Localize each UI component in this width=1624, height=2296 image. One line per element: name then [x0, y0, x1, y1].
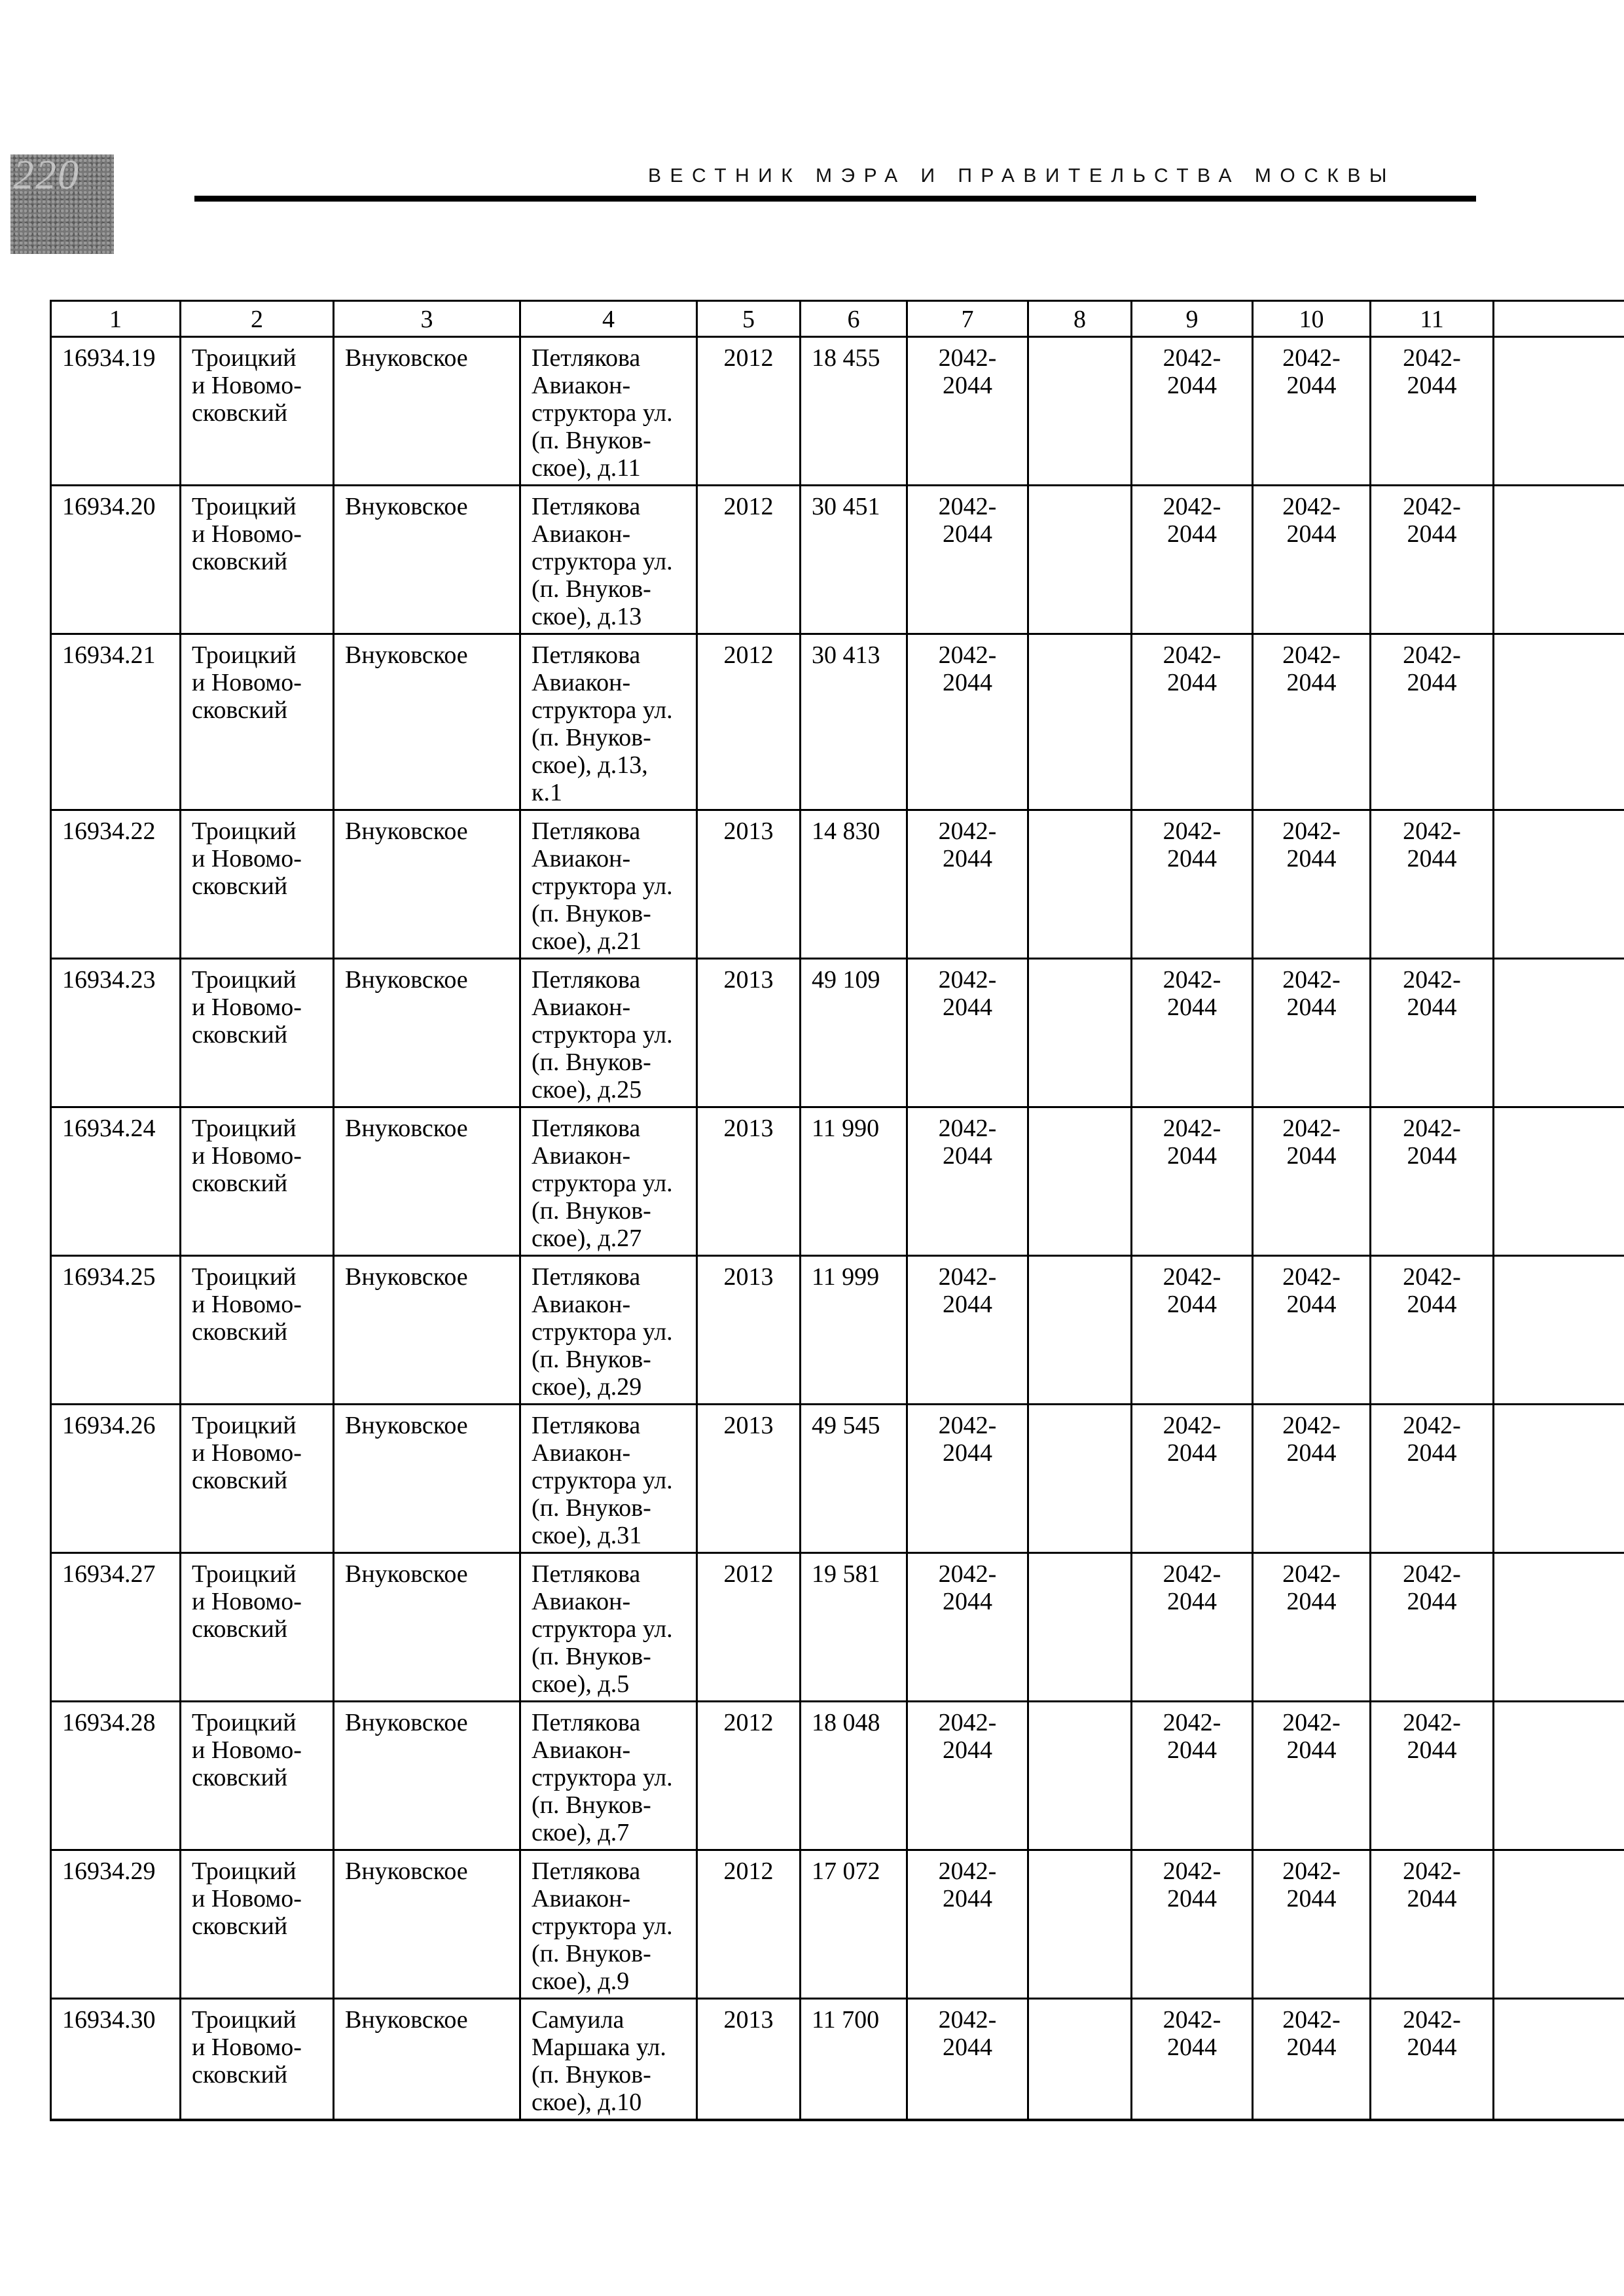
address-cell-text: Петлякова Авиакон- структора ул. (п. Внуков- ское), д.29 [532, 1263, 673, 1401]
period-cell-text: 2042- 2044 [1403, 966, 1461, 1021]
period-cell [1253, 1702, 1371, 1850]
area-cell [801, 1107, 907, 1256]
record-id-cell [51, 959, 181, 1107]
period-cell-text: 2042- 2044 [1163, 1709, 1221, 1764]
column-number: 1 [51, 301, 181, 337]
district-cell-text: Троицкий и Новомо- сковский [192, 344, 302, 427]
settlement-cell-text: Внуковское [345, 493, 468, 520]
period-cell-text: 2042- 2044 [1163, 493, 1221, 548]
table-row [51, 634, 1624, 810]
period-cell-text: 2042- 2044 [938, 1709, 997, 1764]
settlement-cell [334, 1256, 520, 1405]
period-cell [1371, 1107, 1494, 1256]
record-id-cell [51, 1256, 181, 1405]
settlement-cell [334, 486, 520, 634]
period-cell [1132, 1256, 1253, 1405]
record-id-cell-text: 16934.30 [62, 2006, 156, 2034]
period-cell [1028, 486, 1132, 634]
period-cell [907, 1553, 1028, 1702]
period-cell [907, 1850, 1028, 1999]
period-cell [1028, 1553, 1132, 1702]
address-cell-text: Петлякова Авиакон- структора ул. (п. Внуков- ское), д.7 [532, 1709, 673, 1846]
year-cell-text: 2013 [723, 1412, 774, 1439]
address-cell-text: Петлякова Авиакон- структора ул. (п. Внуков- ское), д.31 [532, 1412, 673, 1549]
period-cell-text: 2042- 2044 [1163, 641, 1221, 696]
period-cell [1371, 634, 1494, 810]
district-cell [181, 1107, 334, 1256]
year-cell-text: 2012 [723, 641, 774, 669]
period-cell-text: 2042- 2044 [1282, 1560, 1341, 1615]
period-cell-text: 2042- 2044 [1282, 1709, 1341, 1764]
address-cell [520, 810, 697, 959]
column-number: 7 [907, 301, 1028, 337]
period-cell-text: 2042- 2044 [1282, 1857, 1341, 1912]
year-cell [697, 959, 801, 1107]
area-cell-text: 14 830 [812, 817, 880, 845]
period-cell [1132, 1850, 1253, 1999]
record-id-cell [51, 1405, 181, 1553]
period-cell [1371, 1405, 1494, 1553]
area-cell [801, 1553, 907, 1702]
period-cell-text: 2042- 2044 [1403, 493, 1461, 548]
area-cell-text: 11 990 [812, 1115, 880, 1142]
settlement-cell-text: Внуковское [345, 1560, 468, 1588]
period-cell [1132, 486, 1253, 634]
period-cell-text: 2042- 2044 [1403, 1115, 1461, 1170]
record-id-cell-text: 16934.20 [62, 493, 156, 520]
period-cell [1132, 1405, 1253, 1553]
period-cell [1494, 1702, 1624, 1850]
area-cell-text: 49 545 [812, 1412, 880, 1439]
period-cell [1253, 810, 1371, 959]
period-cell [1028, 1107, 1132, 1256]
column-number: 3 [334, 301, 520, 337]
year-cell-text: 2012 [723, 1709, 774, 1736]
area-cell-text: 30 413 [812, 641, 880, 669]
table-row [51, 1702, 1624, 1850]
record-id-cell-text: 16934.22 [62, 817, 156, 845]
address-cell [520, 1999, 697, 2121]
year-cell [697, 1702, 801, 1850]
record-id-cell [51, 1999, 181, 2121]
district-cell-text: Троицкий и Новомо- сковский [192, 493, 302, 575]
district-cell [181, 634, 334, 810]
period-cell [907, 486, 1028, 634]
address-cell-text: Петлякова Авиакон- структора ул. (п. Внуков- ское), д.21 [532, 817, 673, 955]
area-cell [801, 1405, 907, 1553]
period-cell [1028, 1850, 1132, 1999]
settlement-cell [334, 1850, 520, 1999]
page-number-badge [10, 154, 114, 254]
district-cell [181, 959, 334, 1107]
area-cell-text: 19 581 [812, 1560, 880, 1588]
district-cell-text: Троицкий и Новомо- сковский [192, 817, 302, 900]
record-id-cell-text: 16934.26 [62, 1412, 156, 1439]
period-cell-text: 2042- 2044 [1163, 1857, 1221, 1912]
year-cell-text: 2013 [723, 1115, 774, 1142]
table-row [51, 1405, 1624, 1553]
period-cell-text: 2042- 2044 [1163, 1560, 1221, 1615]
district-cell [181, 1553, 334, 1702]
area-cell-text: 11 999 [812, 1263, 880, 1291]
district-cell [181, 1999, 334, 2121]
record-id-cell-text: 16934.27 [62, 1560, 156, 1588]
period-cell-text: 2042- 2044 [938, 817, 997, 872]
year-cell-text: 2013 [723, 2006, 774, 2034]
period-cell-text: 2042- 2044 [1282, 1412, 1341, 1467]
period-cell [907, 810, 1028, 959]
period-cell-text: 2042- 2044 [1163, 817, 1221, 872]
district-cell-text: Троицкий и Новомо- сковский [192, 1412, 302, 1494]
year-cell-text: 2012 [723, 493, 774, 520]
settlement-cell-text: Внуковское [345, 2006, 468, 2034]
year-cell [697, 1256, 801, 1405]
period-cell [1132, 959, 1253, 1107]
settlement-cell [334, 1107, 520, 1256]
year-cell [697, 1405, 801, 1553]
district-cell [181, 810, 334, 959]
period-cell [1132, 634, 1253, 810]
year-cell [697, 634, 801, 810]
settlement-cell [334, 337, 520, 486]
settlement-cell [334, 1702, 520, 1850]
period-cell [1253, 1553, 1371, 1702]
district-cell-text: Троицкий и Новомо- сковский [192, 1560, 302, 1643]
period-cell [907, 1256, 1028, 1405]
table-row [51, 810, 1624, 959]
period-cell [1494, 1553, 1624, 1702]
period-cell-text: 2042- 2044 [938, 2006, 997, 2061]
settlement-cell-text: Внуковское [345, 1115, 468, 1142]
period-cell-text: 2042- 2044 [1403, 1709, 1461, 1764]
settlement-cell [334, 810, 520, 959]
period-cell [1253, 1405, 1371, 1553]
period-cell [1494, 337, 1624, 486]
period-cell-text: 2042- 2044 [1282, 1263, 1341, 1318]
period-cell [907, 959, 1028, 1107]
period-cell-text: 2042- 2044 [1403, 1263, 1461, 1318]
period-cell-text: 2042- 2044 [1403, 817, 1461, 872]
district-cell-text: Троицкий и Новомо- сковский [192, 1857, 302, 1940]
period-cell [907, 1107, 1028, 1256]
record-id-cell-text: 16934.29 [62, 1857, 156, 1885]
period-cell [1253, 1107, 1371, 1256]
year-cell-text: 2012 [723, 344, 774, 372]
area-cell-text: 18 048 [812, 1709, 880, 1736]
period-cell [1028, 1999, 1132, 2121]
period-cell-text: 2042- 2044 [1403, 344, 1461, 399]
address-cell-text: Петлякова Авиакон- структора ул. (п. Внуков- ское), д.27 [532, 1115, 673, 1252]
period-cell [1028, 1256, 1132, 1405]
period-cell-text: 2042- 2044 [938, 641, 997, 696]
year-cell-text: 2012 [723, 1560, 774, 1588]
district-cell-text: Троицкий и Новомо- сковский [192, 641, 302, 724]
settlement-cell [334, 1405, 520, 1553]
address-cell [520, 486, 697, 634]
period-cell [1253, 1999, 1371, 2121]
column-number: 2 [181, 301, 334, 337]
period-cell [1132, 1107, 1253, 1256]
period-cell [1253, 634, 1371, 810]
period-cell [907, 1405, 1028, 1553]
period-cell-text: 2042- 2044 [938, 344, 997, 399]
settlement-cell-text: Внуковское [345, 966, 468, 994]
column-number: 5 [697, 301, 801, 337]
period-cell [1494, 634, 1624, 810]
column-number: 8 [1028, 301, 1132, 337]
period-cell [1494, 810, 1624, 959]
period-cell-text: 2042- 2044 [938, 1412, 997, 1467]
record-id-cell-text: 16934.19 [62, 344, 156, 372]
area-cell [801, 634, 907, 810]
table-row [51, 1850, 1624, 1999]
address-cell-text: Самуила Маршака ул. (п. Внуков- ское), д.10 [532, 2006, 666, 2116]
record-id-cell-text: 16934.25 [62, 1263, 156, 1291]
year-cell-text: 2013 [723, 1263, 774, 1291]
period-cell [1371, 337, 1494, 486]
year-cell-text: 2013 [723, 817, 774, 845]
record-id-cell [51, 634, 181, 810]
period-cell [1371, 1702, 1494, 1850]
period-cell [1253, 486, 1371, 634]
record-id-cell [51, 1702, 181, 1850]
area-cell-text: 18 455 [812, 344, 880, 372]
year-cell [697, 337, 801, 486]
record-id-cell [51, 486, 181, 634]
period-cell [1028, 634, 1132, 810]
period-cell [1028, 1405, 1132, 1553]
column-number: 11 [1371, 301, 1494, 337]
table-row [51, 1107, 1624, 1256]
period-cell-text: 2042- 2044 [938, 966, 997, 1021]
area-cell-text: 30 451 [812, 493, 880, 520]
area-cell [801, 810, 907, 959]
district-cell [181, 1256, 334, 1405]
table-row [51, 486, 1624, 634]
settlement-cell [334, 634, 520, 810]
housing-register-table [50, 300, 1624, 2121]
district-cell [181, 1850, 334, 1999]
period-cell-text: 2042- 2044 [1282, 641, 1341, 696]
area-cell [801, 1256, 907, 1405]
year-cell [697, 1107, 801, 1256]
period-cell-text: 2042- 2044 [938, 493, 997, 548]
period-cell-text: 2042- 2044 [1403, 1857, 1461, 1912]
period-cell [1494, 959, 1624, 1107]
period-cell [907, 634, 1028, 810]
record-id-cell-text: 16934.24 [62, 1115, 156, 1142]
area-cell [801, 337, 907, 486]
district-cell [181, 337, 334, 486]
column-number: 4 [520, 301, 697, 337]
period-cell [1028, 1702, 1132, 1850]
period-cell [1028, 337, 1132, 486]
area-cell-text: 49 109 [812, 966, 880, 994]
period-cell [1371, 810, 1494, 959]
year-cell-text: 2013 [723, 966, 774, 994]
address-cell [520, 1256, 697, 1405]
period-cell [1494, 1405, 1624, 1553]
record-id-cell-text: 16934.23 [62, 966, 156, 994]
table-row [51, 1999, 1624, 2121]
address-cell [520, 959, 697, 1107]
period-cell-text: 2042- 2044 [1163, 344, 1221, 399]
area-cell [801, 1702, 907, 1850]
record-id-cell [51, 337, 181, 486]
district-cell [181, 1702, 334, 1850]
period-cell-text: 2042- 2044 [1403, 2006, 1461, 2061]
period-cell-text: 2042- 2044 [1163, 2006, 1221, 2061]
table-row [51, 1256, 1624, 1405]
settlement-cell [334, 959, 520, 1107]
address-cell-text: Петлякова Авиакон- структора ул. (п. Внуков- ское), д.13 [532, 493, 673, 630]
period-cell-text: 2042- 2044 [1403, 1412, 1461, 1467]
address-cell-text: Петлякова Авиакон- структора ул. (п. Внуков- ское), д.9 [532, 1857, 673, 1995]
record-id-cell [51, 1553, 181, 1702]
column-number: 6 [801, 301, 907, 337]
period-cell [1253, 337, 1371, 486]
year-cell-text: 2012 [723, 1857, 774, 1885]
year-cell [697, 486, 801, 634]
period-cell [1494, 1999, 1624, 2121]
record-id-cell [51, 810, 181, 959]
address-cell [520, 1702, 697, 1850]
column-number-row [51, 301, 1624, 337]
period-cell [1371, 1553, 1494, 1702]
settlement-cell-text: Внуковское [345, 641, 468, 669]
area-cell [801, 486, 907, 634]
settlement-cell-text: Внуковское [345, 817, 468, 845]
record-id-cell [51, 1107, 181, 1256]
record-id-cell-text: 16934.21 [62, 641, 156, 669]
period-cell-text: 2042- 2044 [1163, 1412, 1221, 1467]
address-cell [520, 1850, 697, 1999]
column-number: 9 [1132, 301, 1253, 337]
address-cell-text: Петлякова Авиакон- структора ул. (п. Внуков- ское), д.5 [532, 1560, 673, 1698]
period-cell [1132, 1999, 1253, 2121]
year-cell [697, 810, 801, 959]
area-cell [801, 1999, 907, 2121]
settlement-cell [334, 1999, 520, 2121]
page-number: 220 [13, 154, 80, 198]
period-cell-text: 2042- 2044 [1403, 1560, 1461, 1615]
period-cell-text: 2042- 2044 [1403, 641, 1461, 696]
period-cell [1132, 1553, 1253, 1702]
period-cell-text: 2042- 2044 [938, 1857, 997, 1912]
area-cell-text: 11 700 [812, 2006, 880, 2034]
district-cell-text: Троицкий и Новомо- сковский [192, 1263, 302, 1346]
period-cell [1028, 959, 1132, 1107]
period-cell [1253, 959, 1371, 1107]
area-cell [801, 959, 907, 1107]
period-cell [907, 337, 1028, 486]
year-cell [697, 1553, 801, 1702]
address-cell-text: Петлякова Авиакон- структора ул. (п. Внуков- ское), д.25 [532, 966, 673, 1103]
period-cell-text: 2042- 2044 [1282, 966, 1341, 1021]
record-id-cell-text: 16934.28 [62, 1709, 156, 1736]
address-cell [520, 1107, 697, 1256]
period-cell [1494, 1107, 1624, 1256]
period-cell-text: 2042- 2044 [1163, 966, 1221, 1021]
period-cell [1494, 486, 1624, 634]
period-cell-text: 2042- 2044 [1282, 493, 1341, 548]
settlement-cell-text: Внуковское [345, 1857, 468, 1885]
column-number [1494, 301, 1624, 337]
period-cell [1132, 337, 1253, 486]
period-cell [1371, 1256, 1494, 1405]
settlement-cell [334, 1553, 520, 1702]
area-cell-text: 17 072 [812, 1857, 880, 1885]
period-cell-text: 2042- 2044 [1282, 2006, 1341, 2061]
period-cell-text: 2042- 2044 [938, 1560, 997, 1615]
table-row [51, 1553, 1624, 1702]
settlement-cell-text: Внуковское [345, 344, 468, 372]
table-row [51, 337, 1624, 486]
period-cell [1253, 1256, 1371, 1405]
period-cell [1132, 810, 1253, 959]
period-cell [1494, 1256, 1624, 1405]
period-cell-text: 2042- 2044 [1163, 1115, 1221, 1170]
period-cell [907, 1999, 1028, 2121]
address-cell [520, 1405, 697, 1553]
address-cell-text: Петлякова Авиакон- структора ул. (п. Внуков- ское), д.11 [532, 344, 673, 482]
settlement-cell-text: Внуковское [345, 1709, 468, 1736]
table-row [51, 959, 1624, 1107]
period-cell [1371, 486, 1494, 634]
district-cell-text: Троицкий и Новомо- сковский [192, 1709, 302, 1791]
period-cell [1132, 1702, 1253, 1850]
district-cell-text: Троицкий и Новомо- сковский [192, 2006, 302, 2089]
address-cell [520, 337, 697, 486]
year-cell [697, 1999, 801, 2121]
district-cell [181, 1405, 334, 1553]
period-cell-text: 2042- 2044 [1282, 344, 1341, 399]
period-cell [1494, 1850, 1624, 1999]
period-cell [1371, 1850, 1494, 1999]
period-cell [1028, 810, 1132, 959]
period-cell-text: 2042- 2044 [1163, 1263, 1221, 1318]
settlement-cell-text: Внуковское [345, 1412, 468, 1439]
header-rule [194, 196, 1476, 202]
address-cell [520, 634, 697, 810]
district-cell-text: Троицкий и Новомо- сковский [192, 1115, 302, 1197]
settlement-cell-text: Внуковское [345, 1263, 468, 1291]
period-cell-text: 2042- 2044 [938, 1115, 997, 1170]
address-cell-text: Петлякова Авиакон- структора ул. (п. Внуков- ское), д.13, к.1 [532, 641, 673, 806]
period-cell-text: 2042- 2044 [1282, 817, 1341, 872]
year-cell [697, 1850, 801, 1999]
period-cell [1371, 959, 1494, 1107]
table-body [51, 337, 1624, 2121]
period-cell [1253, 1850, 1371, 1999]
address-cell [520, 1553, 697, 1702]
running-title: ВЕСТНИК МЭРА И ПРАВИТЕЛЬСТВА МОСКВЫ [648, 165, 1396, 187]
district-cell [181, 486, 334, 634]
period-cell-text: 2042- 2044 [938, 1263, 997, 1318]
period-cell-text: 2042- 2044 [1282, 1115, 1341, 1170]
district-cell-text: Троицкий и Новомо- сковский [192, 966, 302, 1049]
period-cell [1371, 1999, 1494, 2121]
period-cell [907, 1702, 1028, 1850]
area-cell [801, 1850, 907, 1999]
record-id-cell [51, 1850, 181, 1999]
column-number: 10 [1253, 301, 1371, 337]
